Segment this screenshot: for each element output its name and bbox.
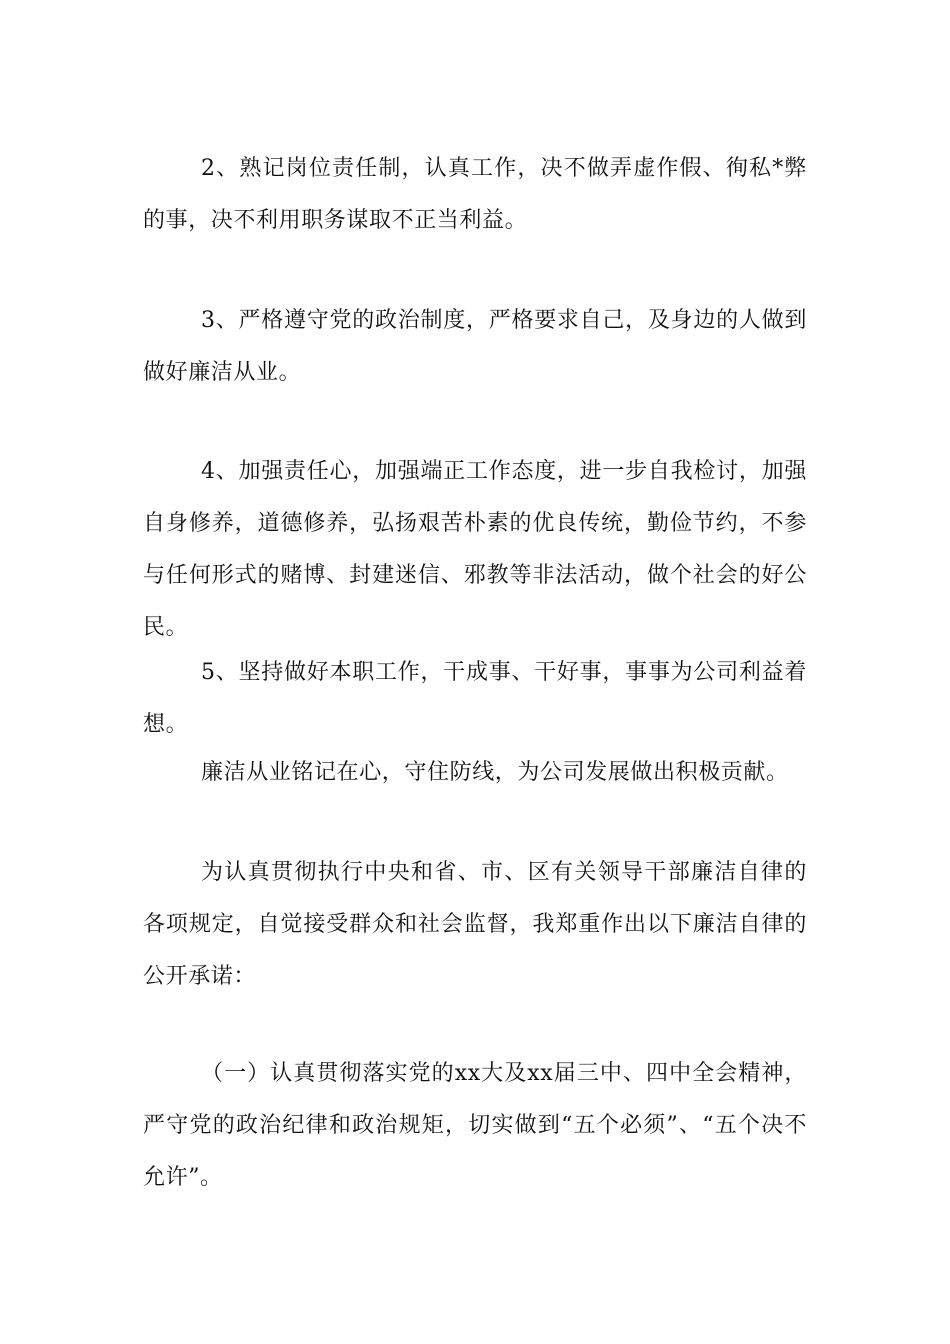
paragraph-item-3: 3、严格遵守党的政治制度，严格要求自己，及身边的人做到做好廉洁从业。 <box>143 308 807 385</box>
paragraph-item-4: 4、加强责任心，加强端正工作态度，进一步自我检讨，加强自身修养，道德修养，弘扬艰苦朴素的优良传统，勤俭节约，不参与任何形式的赌博、封建迷信、邪教等非法活动，做个社会的好公民。 <box>143 459 807 640</box>
paragraph-pledge-item-1: （一）认真贯彻落实党的xx大及xx届三中、四中全会精神，严守党的政治纪律和政治规矩，切实做到“五个必须”、“五个决不允许”。 <box>143 1061 807 1190</box>
paragraph-item-5: 5、坚持做好本职工作，干成事、干好事，事事为公司利益着想。 <box>143 660 807 737</box>
paragraph-item-2: 2、熟记岗位责任制，认真工作，决不做弄虚作假、徇私*弊的事，决不利用职务谋取不正当利益。 <box>143 156 807 233</box>
paragraph-summary: 廉洁从业铭记在心，守住防线，为公司发展做出积极贡献。 <box>201 760 789 785</box>
paragraph-pledge-intro: 为认真贯彻执行中央和省、市、区有关领导干部廉洁自律的各项规定，自觉接受群众和社会监督，我郑重作出以下廉洁自律的公开承诺： <box>143 860 807 989</box>
